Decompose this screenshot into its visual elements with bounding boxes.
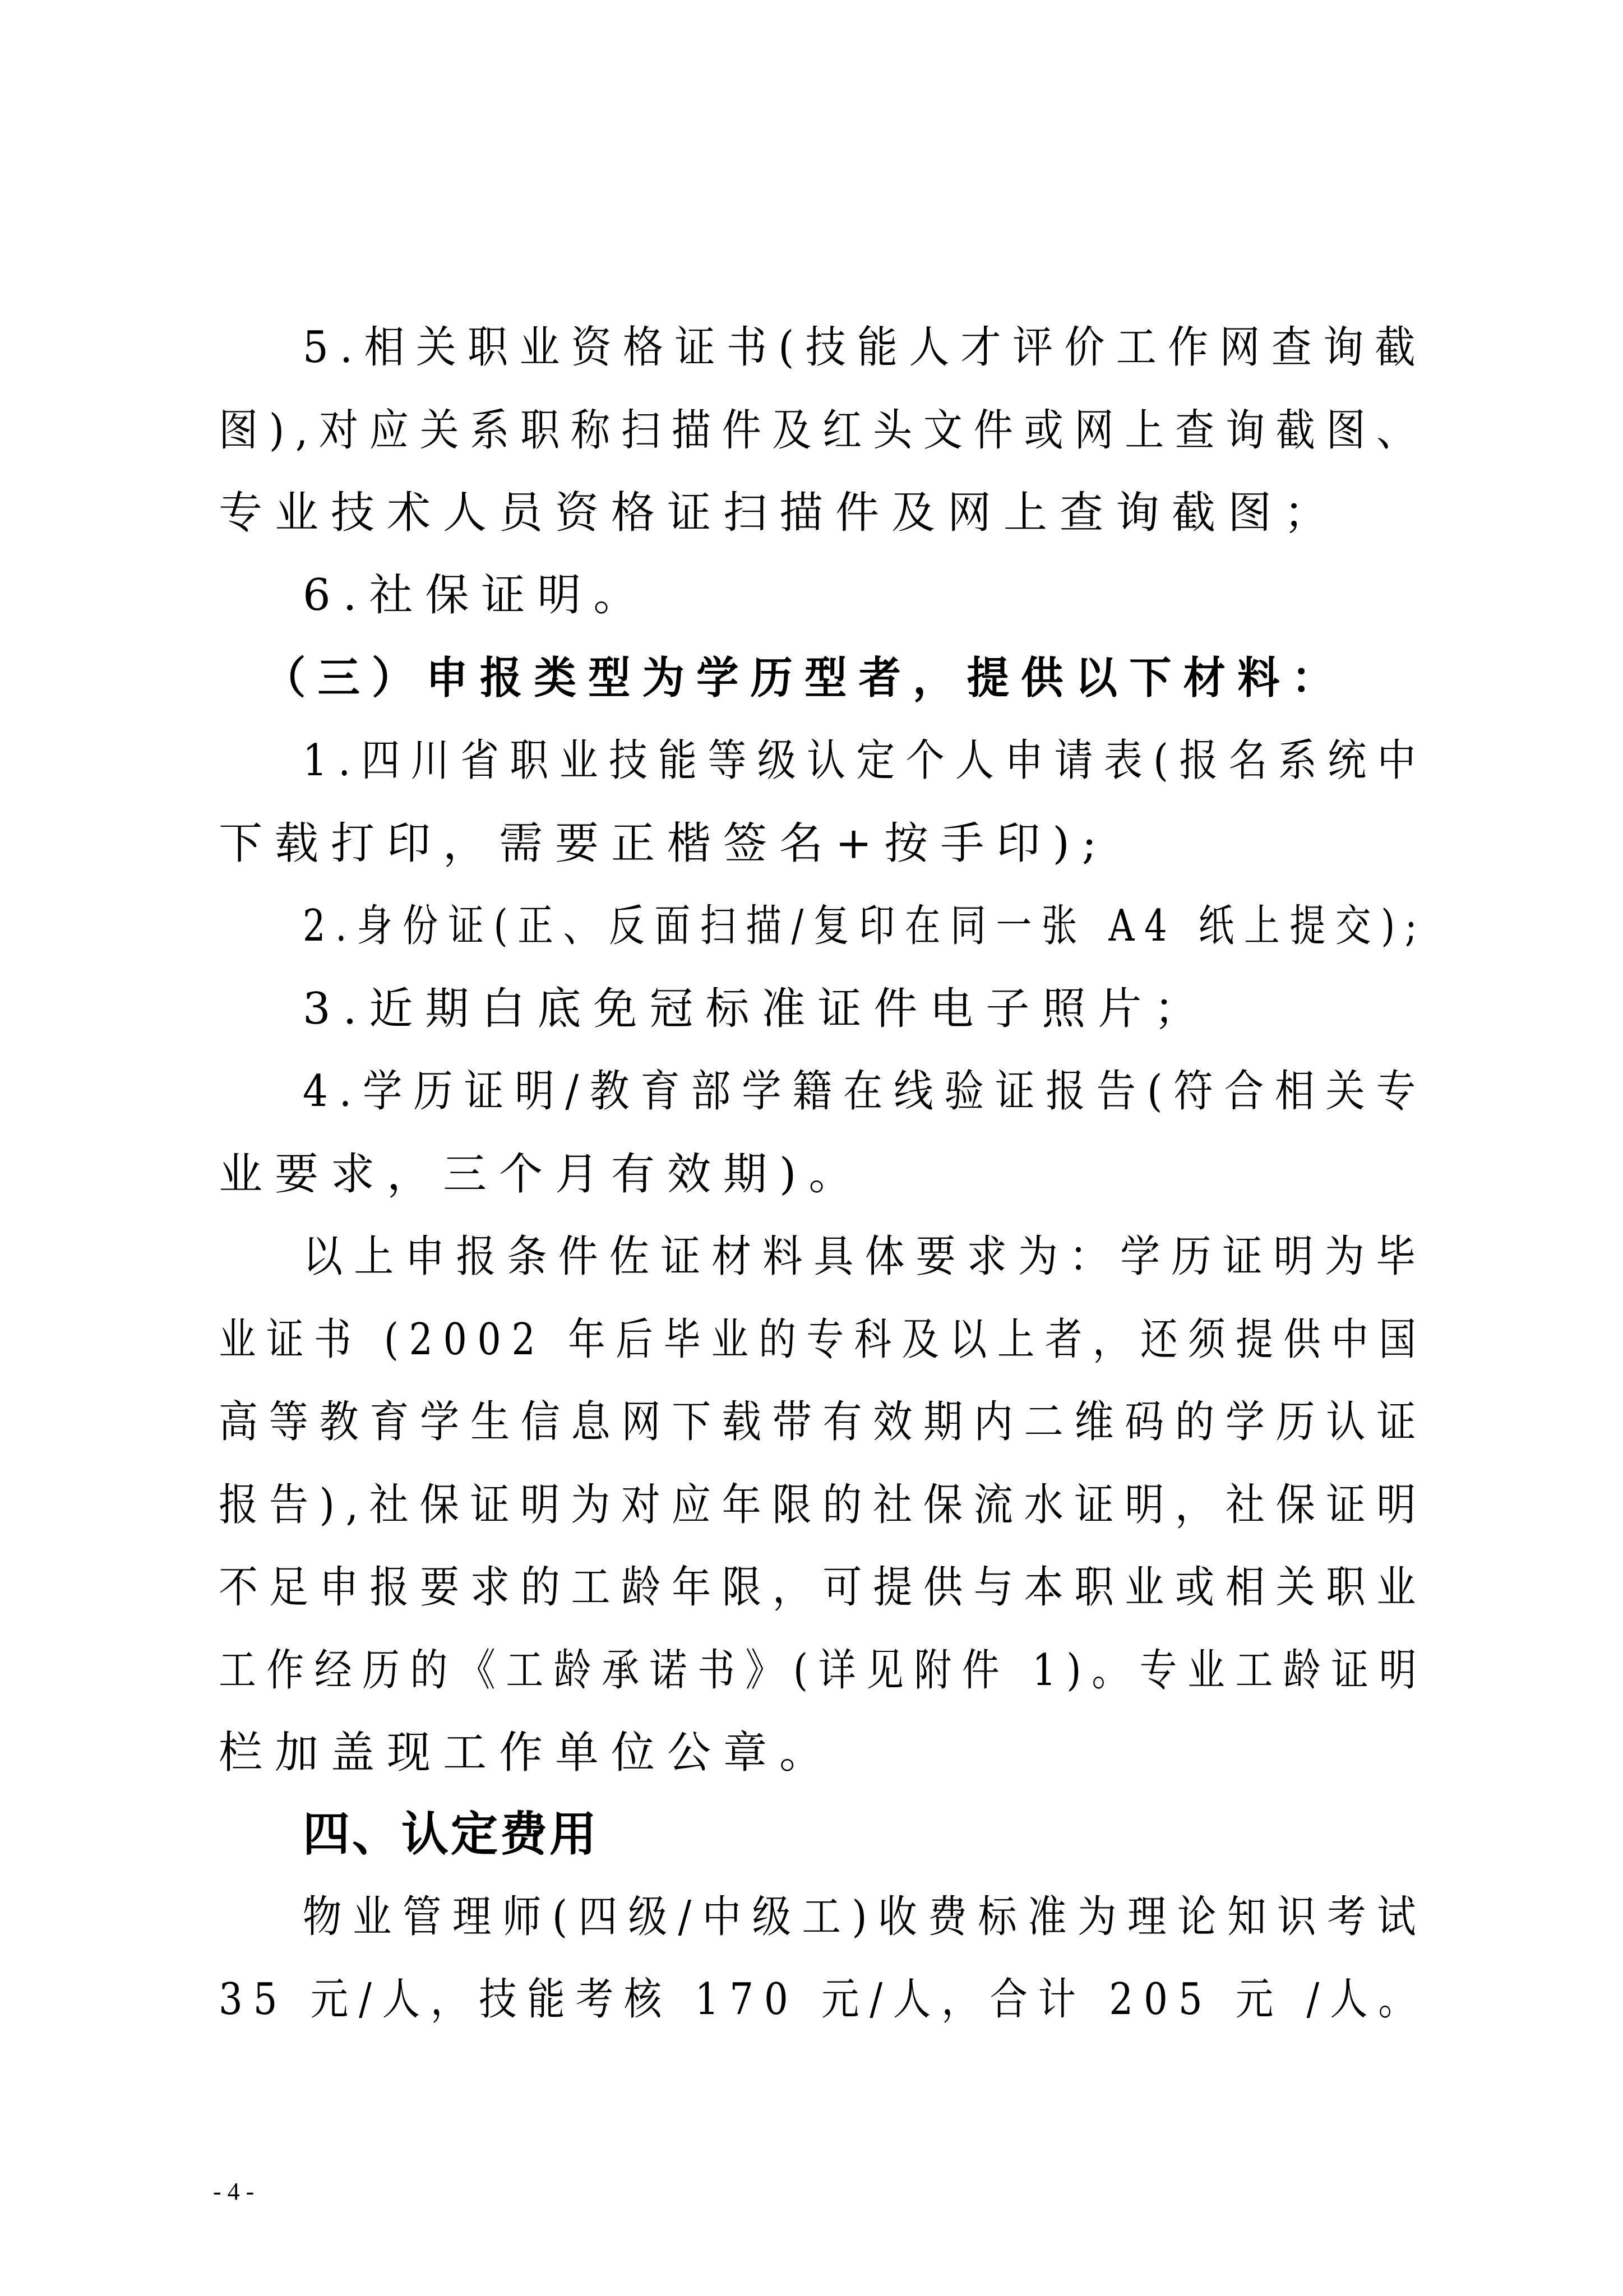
requirements-paragraph-line-6: 工作经历的《工龄承诺书》(详见附件 1)。专业工龄证明 [219,1645,1427,1696]
page-number: - 4 - [213,2178,255,2205]
edu-item-2-line: 2.身份证(正、反面扫描/复印在同一张 A4 纸上提交); [303,901,1427,951]
fee-line-1: 物业管理师(四级/中级工)收费标准为理论知识考试 [303,1892,1427,1942]
requirements-paragraph-line-7: 栏加盖现工作单位公章。 [219,1728,836,1778]
edu-item-1-line-2: 下载打印，需要正楷签名+按手印); [219,818,1109,869]
item-6-line: 6.社保证明。 [303,570,650,621]
item-5-line-3: 专业技术人员资格证扫描件及网上查询截图； [219,488,1340,538]
fee-line-2: 35 元/人，技能考核 170 元/人，合计 205 元 /人。 [219,1974,1427,2025]
requirements-paragraph-line-5: 不足申报要求的工龄年限，可提供与本职业或相关职业 [219,1562,1427,1613]
edu-item-4-line-1: 4.学历证明/教育部学籍在线验证报告(符合相关专 [303,1066,1427,1117]
section-4-heading: 四、认定费用 [303,1807,599,1862]
edu-item-3-line: 3.近期白底免冠标准证件电子照片； [303,984,1210,1034]
edu-item-1-line-1: 1.四川省职业技能等级认定个人申请表(报名系统中 [303,735,1427,786]
requirements-paragraph-line-2: 业证书 (2002 年后毕业的专科及以上者，还须提供中国 [219,1314,1427,1365]
requirements-paragraph-line-3: 高等教育学生信息网下载带有效期内二维码的学历认证 [219,1397,1427,1447]
item-5-line-2: 图),对应关系职称扫描件及红头文件或网上查询截图、 [219,405,1427,456]
requirements-paragraph-line-1: 以上申报条件佐证材料具体要求为：学历证明为毕 [303,1232,1427,1282]
edu-item-4-line-2: 业要求，三个月有效期)。 [219,1149,865,1200]
subsection-3-heading: （三）申报类型为学历型者，提供以下材料： [263,652,1346,703]
item-5-line-1: 5.相关职业资格证书(技能人才评价工作网查询截 [303,322,1427,373]
requirements-paragraph-line-4: 报告),社保证明为对应年限的社保流水证明，社保证明 [219,1480,1427,1530]
